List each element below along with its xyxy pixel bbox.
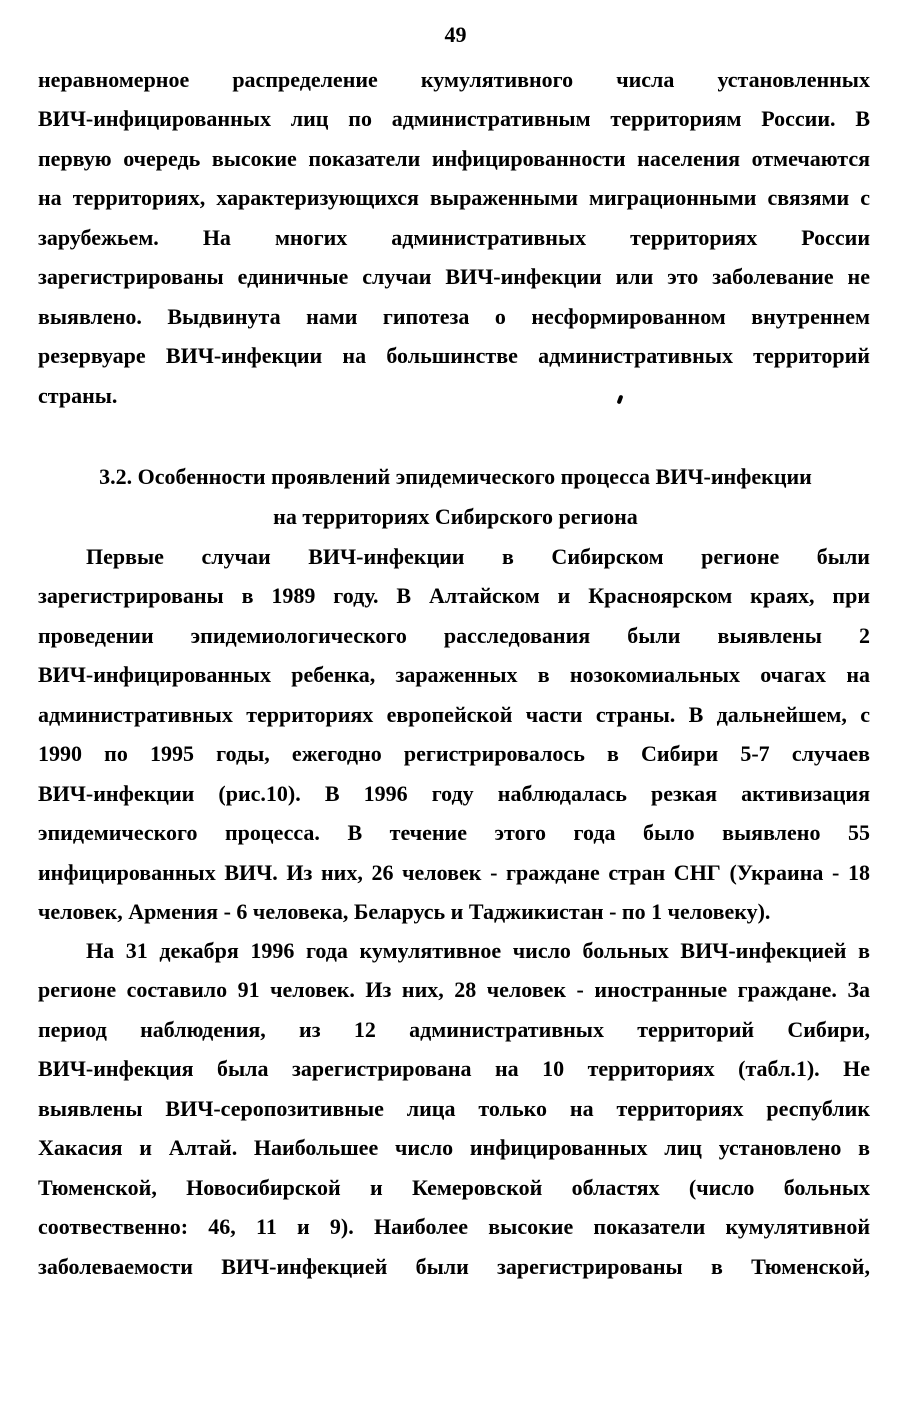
text-line: зарегистрированы в 1989 году. В Алтайском и Красноярском краях, при [38,583,870,608]
text-line: Первые случаи ВИЧ-инфекции в Сибирском регионе были [86,544,870,569]
text-line: неравномерное распределение кумулятивного числа установленных [38,67,870,92]
text-line: резервуаре ВИЧ-инфекции на большинстве административных территорий [38,343,870,368]
text-line: страны. [38,383,118,408]
text-line: период наблюдения, из 12 административных территорий Сибири, [38,1017,870,1042]
text-line: ВИЧ-инфекции (рис.10). В 1996 году наблюдалась резкая активизация [38,781,870,806]
text-line: регионе составило 91 человек. Из них, 28 человек - иностранные граждане. За [38,977,870,1002]
section-heading-line-1: 3.2. Особенности проявлений эпидемического процесса ВИЧ-инфекции [99,464,812,489]
text-line: зарубежьем. На многих административных территориях России [38,225,870,250]
text-line: ВИЧ-инфицированных лиц по административным территориям России. В [38,106,870,131]
text-line: человек, Армения - 6 человека, Беларусь и Таджикистан - по 1 человеку). [38,899,771,924]
page-number: 49 [444,22,467,47]
section-heading-line-2: на территориях Сибирского региона [273,504,638,529]
text-line: инфицированных ВИЧ. Из них, 26 человек - граждане стран СНГ (Украина - 18 [38,860,870,885]
text-line: выявлено. Выдвинута нами гипотеза о несформированном внутреннем [38,304,870,329]
text-line: заболеваемости ВИЧ-инфекцией были зарегистрированы в Тюменской, [38,1254,870,1279]
text-line: 1990 по 1995 годы, ежегодно регистрировалось в Сибири 5-7 случаев [38,741,870,766]
text-line: ВИЧ-инфекция была зарегистрирована на 10 территориях (табл.1). Не [38,1056,870,1081]
text-line: Тюменской, Новосибирской и Кемеровской областях (число больных [38,1175,870,1200]
text-line: ВИЧ-инфицированных ребенка, зараженных в нозокомиальных очагах на [38,662,870,687]
text-line: административных территориях европейской части страны. В дальнейшем, с [38,702,870,727]
text-line: Хакасия и Алтай. Наибольшее число инфицированных лиц установлено в [38,1135,870,1160]
text-line: проведении эпидемиологического расследования были выявлены 2 [38,623,870,648]
text-line: первую очередь высокие показатели инфицированности населения отмечаются [38,146,870,171]
text-line: на территориях, характеризующихся выраженными миграционными связями с [38,185,870,210]
text-line: выявлены ВИЧ-серопозитивные лица только на территориях республик [38,1096,870,1121]
text-line: зарегистрированы единичные случаи ВИЧ-инфекции или это заболевание не [38,264,870,289]
text-line: эпидемического процесса. В течение этого года было выявлено 55 [38,820,870,845]
text-line: На 31 декабря 1996 года кумулятивное число больных ВИЧ-инфекцией в [86,938,870,963]
text-line: соотвественно: 46, 11 и 9). Наиболее высокие показатели кумулятивной [38,1214,870,1239]
